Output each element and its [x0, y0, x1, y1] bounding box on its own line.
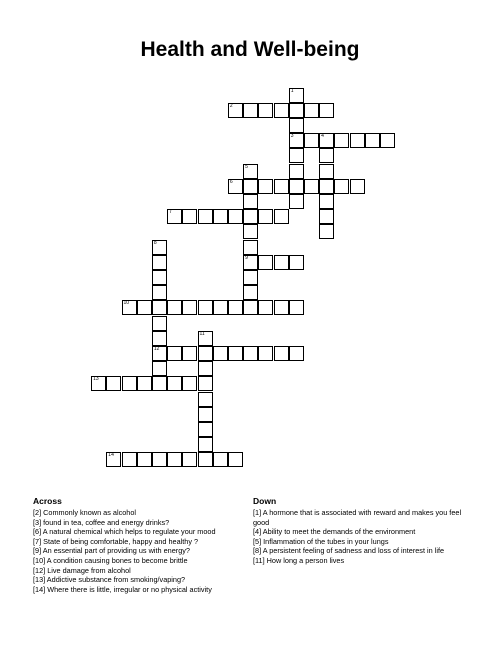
grid-cell[interactable]: [106, 452, 121, 467]
across-clue: [12] Live damage from alcohol: [33, 565, 131, 575]
grid-cell[interactable]: [152, 452, 167, 467]
grid-cell[interactable]: [319, 179, 334, 194]
down-heading: Down: [253, 496, 277, 506]
grid-cell[interactable]: [182, 300, 197, 315]
cell-number: 6: [229, 178, 233, 185]
cell-number: 10: [123, 300, 130, 307]
grid-cell[interactable]: [289, 88, 304, 103]
grid-cell[interactable]: [289, 194, 304, 209]
across-clue: [10] A condition causing bones to become brittle: [33, 555, 188, 565]
grid-cell[interactable]: [122, 376, 137, 391]
grid-cell[interactable]: [152, 240, 167, 255]
grid-cell[interactable]: [198, 331, 213, 346]
cell-number: 13: [93, 376, 99, 383]
down-clue: [8] A persistent feeling of sadness and loss of interest in life: [253, 546, 445, 556]
grid-cell[interactable]: [243, 194, 258, 209]
grid-cell[interactable]: [228, 103, 243, 118]
grid-cell[interactable]: [258, 103, 273, 118]
grid-cell[interactable]: [106, 376, 121, 391]
grid-cell[interactable]: [182, 209, 197, 224]
grid-cell[interactable]: [122, 300, 137, 315]
grid-cell[interactable]: [198, 392, 213, 407]
grid-cell[interactable]: [167, 376, 182, 391]
across-clue: [7] State of being comfortable, happy and healthy ?: [33, 536, 199, 546]
grid-cell[interactable]: [258, 300, 273, 315]
grid-cell[interactable]: [243, 240, 258, 255]
grid-cell[interactable]: [258, 179, 273, 194]
cell-number: 5: [245, 163, 248, 170]
cell-number: 7: [169, 209, 172, 216]
grid-cell[interactable]: [243, 255, 258, 270]
grid-cell[interactable]: [319, 103, 334, 118]
cell-number: 1: [290, 87, 294, 94]
grid-cell[interactable]: [365, 133, 380, 148]
grid-cell[interactable]: [274, 255, 289, 270]
grid-cell[interactable]: [319, 194, 334, 209]
grid-cell[interactable]: [289, 103, 304, 118]
grid-cell[interactable]: [243, 103, 258, 118]
grid-cell[interactable]: [380, 133, 395, 148]
grid-cell[interactable]: [274, 209, 289, 224]
grid-cell[interactable]: [152, 316, 167, 331]
grid-cell[interactable]: [198, 422, 213, 437]
grid-cell[interactable]: [198, 346, 213, 361]
grid-cell[interactable]: [167, 209, 182, 224]
grid-cell[interactable]: [243, 209, 258, 224]
grid-cell[interactable]: [289, 118, 304, 133]
grid-cell[interactable]: [198, 209, 213, 224]
cell-number: 2: [229, 102, 233, 109]
across-clue: [2] Commonly known as alcohol: [33, 508, 137, 517]
grid-cell[interactable]: [198, 407, 213, 422]
grid-cell[interactable]: [334, 133, 349, 148]
grid-cell[interactable]: [228, 209, 243, 224]
grid-cell[interactable]: [152, 270, 167, 285]
across-clue: [9] An essential part of providing us with energy?: [33, 546, 190, 556]
cell-number: 9: [245, 254, 248, 261]
grid-cell[interactable]: [274, 300, 289, 315]
grid-cell[interactable]: [198, 300, 213, 315]
grid-cell[interactable]: [213, 346, 228, 361]
grid-cell[interactable]: [319, 209, 334, 224]
puzzle-title: Health and Well-being: [140, 38, 360, 61]
grid-cell[interactable]: [198, 452, 213, 467]
across-clues: [33, 496, 241, 594]
grid-cell[interactable]: [319, 164, 334, 179]
grid-cell[interactable]: [152, 346, 167, 361]
grid-cell[interactable]: [167, 452, 182, 467]
grid-cell[interactable]: [274, 103, 289, 118]
grid-cell[interactable]: [243, 224, 258, 239]
grid-cell[interactable]: [198, 376, 213, 391]
grid-cell[interactable]: [213, 452, 228, 467]
grid-cell[interactable]: [152, 285, 167, 300]
across-clue: [6] A natural chemical which helps to regulate your mood: [33, 527, 216, 537]
grid-cell[interactable]: [137, 452, 152, 467]
grid-cell[interactable]: [213, 209, 228, 224]
grid-cell[interactable]: [319, 224, 334, 239]
grid-cell[interactable]: [304, 133, 319, 148]
grid-cell[interactable]: [243, 285, 258, 300]
grid-cell[interactable]: [213, 300, 228, 315]
grid-cell[interactable]: [350, 179, 365, 194]
cell-number: 12: [153, 345, 160, 352]
grid-cell[interactable]: [91, 376, 106, 391]
grid-cell[interactable]: [289, 164, 304, 179]
cell-number: 3: [290, 133, 294, 140]
grid-cell[interactable]: [243, 179, 258, 194]
grid-cell[interactable]: [258, 209, 273, 224]
across-clue: [13] Addictive substance from smoking/vaping?: [33, 575, 186, 585]
grid-cell[interactable]: [167, 346, 182, 361]
grid-cell[interactable]: [289, 255, 304, 270]
grid-cell[interactable]: [228, 346, 243, 361]
grid-cell[interactable]: [289, 346, 304, 361]
grid-cell[interactable]: [198, 361, 213, 376]
grid-cell[interactable]: [228, 179, 243, 194]
grid-cell[interactable]: [228, 452, 243, 467]
down-clue: [1] A hormone that is associated with reward and makes you feel good: [253, 508, 462, 527]
grid-cell[interactable]: [122, 452, 137, 467]
grid-cell[interactable]: [289, 300, 304, 315]
grid-cell[interactable]: [289, 148, 304, 163]
grid-cell[interactable]: [274, 346, 289, 361]
grid-cell[interactable]: [152, 255, 167, 270]
cell-number: 11: [199, 330, 205, 337]
grid-cell[interactable]: [182, 346, 197, 361]
grid-cell[interactable]: [182, 452, 197, 467]
grid-cell[interactable]: [319, 133, 334, 148]
grid-cell[interactable]: [258, 346, 273, 361]
across-clue: [3] found in tea, coffee and energy drinks?: [33, 517, 170, 527]
grid-cell[interactable]: [137, 300, 152, 315]
grid-cell[interactable]: [243, 346, 258, 361]
across-clue: [14] Where there is little, irregular or no physical activity: [33, 584, 212, 594]
grid-cell[interactable]: [243, 164, 258, 179]
grid-cell[interactable]: [198, 437, 213, 452]
grid-cell[interactable]: [289, 133, 304, 148]
down-clue: [11] How long a person lives: [253, 555, 345, 565]
grid-cell[interactable]: [350, 133, 365, 148]
grid-cell[interactable]: [304, 179, 319, 194]
grid-cell[interactable]: [182, 376, 197, 391]
grid-cell[interactable]: [152, 300, 167, 315]
grid-cell[interactable]: [258, 255, 273, 270]
grid-cell[interactable]: [167, 300, 182, 315]
cell-number: 8: [153, 239, 157, 246]
grid-cell[interactable]: [243, 300, 258, 315]
grid-cell[interactable]: [228, 300, 243, 315]
cell-number: 14: [108, 452, 114, 459]
grid-cell[interactable]: [152, 361, 167, 376]
grid-cell[interactable]: [152, 376, 167, 391]
down-clue: [4] Ability to meet the demands of the environment: [253, 527, 416, 537]
grid-cell[interactable]: [274, 179, 289, 194]
down-clues: [253, 496, 468, 566]
cell-number: 4: [321, 133, 324, 140]
grid-cell[interactable]: [304, 103, 319, 118]
grid-cell[interactable]: [243, 270, 258, 285]
grid-cell[interactable]: [137, 376, 152, 391]
down-clue: [5] Inflammation of the tubes in your lungs: [253, 536, 389, 546]
across-heading: Across: [33, 496, 62, 506]
grid-cell[interactable]: [289, 179, 304, 194]
grid-cell[interactable]: [334, 179, 349, 194]
grid-cell[interactable]: [319, 148, 334, 163]
grid-cell[interactable]: [152, 331, 167, 346]
